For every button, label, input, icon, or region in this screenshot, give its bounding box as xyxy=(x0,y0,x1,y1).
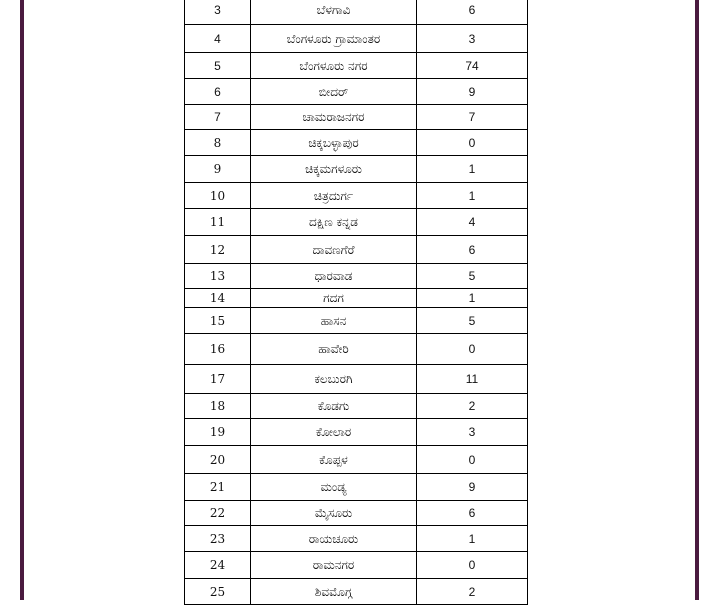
district-name: ಧಾರವಾಡ xyxy=(251,264,417,289)
page-border-left xyxy=(20,0,24,600)
table-row xyxy=(185,236,528,264)
district-name: ಮಂಡ್ಯ xyxy=(251,474,417,501)
district-count: 9 xyxy=(417,474,528,501)
row-number: 5 xyxy=(185,53,251,79)
district-count: 6 xyxy=(417,501,528,526)
table-row xyxy=(185,419,528,446)
table-row xyxy=(185,289,528,308)
district-count: 5 xyxy=(417,308,528,334)
district-name: ಶಿವಮೊಗ್ಗ xyxy=(251,579,417,605)
page-border-right xyxy=(695,0,699,600)
table-row xyxy=(185,446,528,474)
table-row xyxy=(185,53,528,79)
district-count: 11 xyxy=(417,365,528,394)
table-row xyxy=(185,0,528,25)
row-number: 20 xyxy=(185,446,251,474)
district-count: 2 xyxy=(417,579,528,605)
district-name: ಚಾಮರಾಜನಗರ xyxy=(251,105,417,130)
district-name: ದಕ್ಷಿಣ ಕನ್ನಡ xyxy=(251,209,417,236)
district-count: 9 xyxy=(417,79,528,105)
row-number: 24 xyxy=(185,552,251,579)
row-number: 23 xyxy=(185,526,251,552)
district-name: ರಾಮನಗರ xyxy=(251,552,417,579)
district-name: ಹಾಸನ xyxy=(251,308,417,334)
row-number: 19 xyxy=(185,419,251,446)
district-name: ಬೆಂಗಳೂರು ನಗರ xyxy=(251,53,417,79)
table-row xyxy=(185,130,528,156)
row-number: 6 xyxy=(185,79,251,105)
table-row xyxy=(185,264,528,289)
row-number: 18 xyxy=(185,394,251,419)
district-count: 7 xyxy=(417,105,528,130)
district-count: 1 xyxy=(417,526,528,552)
row-number: 22 xyxy=(185,501,251,526)
district-name: ಗದಗ xyxy=(251,289,417,308)
table-row xyxy=(185,156,528,183)
district-name: ಚಿಕ್ಕಮಗಳೂರು xyxy=(251,156,417,183)
row-number: 7 xyxy=(185,105,251,130)
table-row xyxy=(185,308,528,334)
district-count: 6 xyxy=(417,0,528,25)
row-number: 13 xyxy=(185,264,251,289)
table-row xyxy=(185,79,528,105)
district-count: 1 xyxy=(417,156,528,183)
district-name: ಕೊಪ್ಪಳ xyxy=(251,446,417,474)
table-row xyxy=(185,526,528,552)
row-number: 4 xyxy=(185,25,251,53)
district-name: ದಾವಣಗೆರೆ xyxy=(251,236,417,264)
table-row xyxy=(185,579,528,605)
row-number: 14 xyxy=(185,289,251,308)
table-row xyxy=(185,365,528,394)
table-row xyxy=(185,334,528,365)
table-row xyxy=(185,552,528,579)
district-name: ಬೆಳಗಾವಿ xyxy=(251,0,417,25)
district-name: ಚಿಕ್ಕಬಳ್ಳಾಪುರ xyxy=(251,130,417,156)
table-row xyxy=(185,474,528,501)
row-number: 15 xyxy=(185,308,251,334)
district-count: 3 xyxy=(417,25,528,53)
district-count: 3 xyxy=(417,419,528,446)
row-number: 8 xyxy=(185,130,251,156)
district-name: ಚಿತ್ರದುರ್ಗ xyxy=(251,183,417,209)
table-row xyxy=(185,394,528,419)
table-row xyxy=(185,209,528,236)
district-name: ಬೀದರ್ xyxy=(251,79,417,105)
district-name: ಹಾವೇರಿ xyxy=(251,334,417,365)
table-row xyxy=(185,105,528,130)
district-count: 0 xyxy=(417,446,528,474)
district-count: 1 xyxy=(417,183,528,209)
district-count: 0 xyxy=(417,552,528,579)
row-number: 9 xyxy=(185,156,251,183)
row-number: 10 xyxy=(185,183,251,209)
row-number: 12 xyxy=(185,236,251,264)
district-name: ರಾಯಚೂರು xyxy=(251,526,417,552)
district-name: ಬೆಂಗಳೂರು ಗ್ರಾಮಾಂತರ xyxy=(251,25,417,53)
district-table xyxy=(184,0,528,605)
row-number: 17 xyxy=(185,365,251,394)
district-count: 0 xyxy=(417,130,528,156)
table-row xyxy=(185,25,528,53)
district-name: ಕಲಬುರಗಿ xyxy=(251,365,417,394)
row-number: 11 xyxy=(185,209,251,236)
district-count: 1 xyxy=(417,289,528,308)
table-row xyxy=(185,501,528,526)
district-count: 5 xyxy=(417,264,528,289)
table-row xyxy=(185,183,528,209)
district-count: 0 xyxy=(417,334,528,365)
row-number: 25 xyxy=(185,579,251,605)
district-name: ಕೋಲಾರ xyxy=(251,419,417,446)
district-count: 74 xyxy=(417,53,528,79)
district-name: ಕೊಡಗು xyxy=(251,394,417,419)
district-count: 6 xyxy=(417,236,528,264)
district-count: 4 xyxy=(417,209,528,236)
row-number: 21 xyxy=(185,474,251,501)
district-name: ಮೈಸೂರು xyxy=(251,501,417,526)
row-number: 3 xyxy=(185,0,251,25)
district-count: 2 xyxy=(417,394,528,419)
row-number: 16 xyxy=(185,334,251,365)
